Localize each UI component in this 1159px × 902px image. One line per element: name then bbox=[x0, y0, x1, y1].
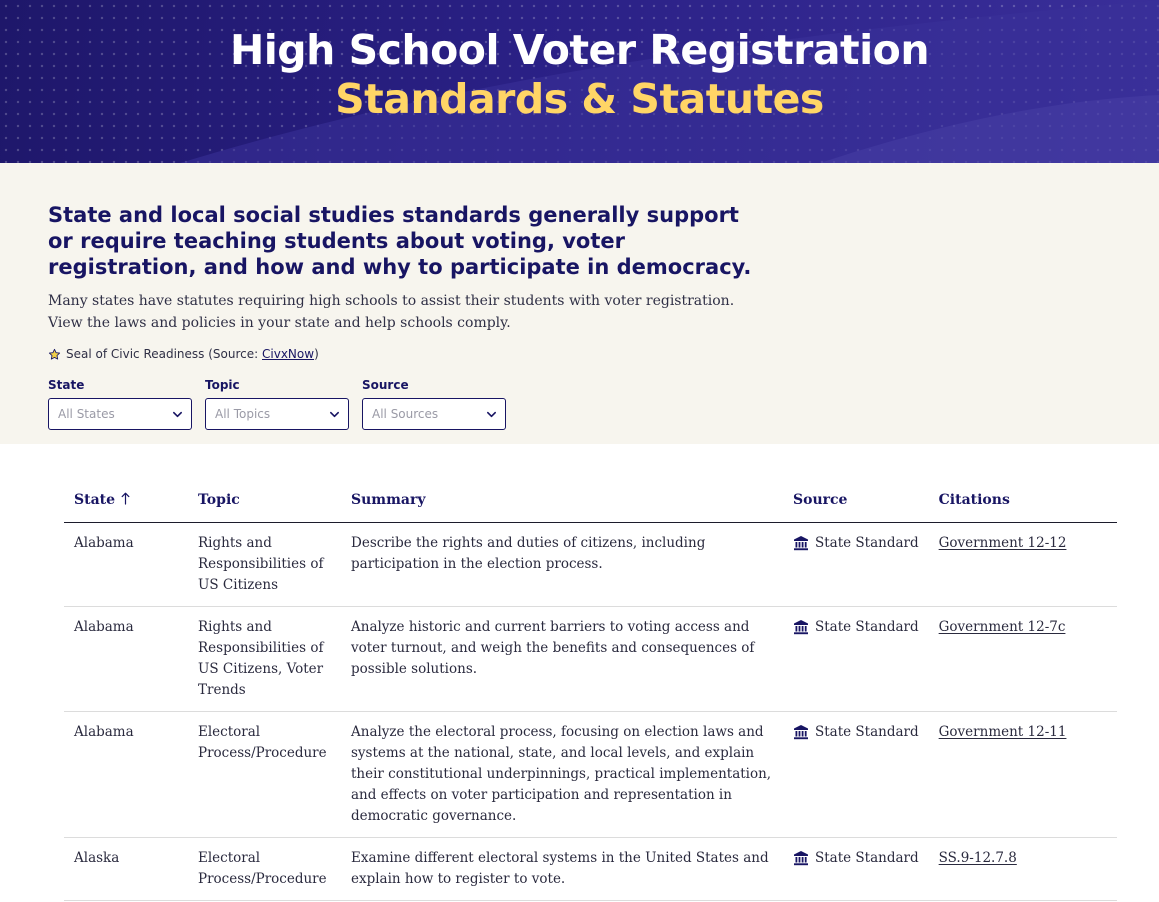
state-select[interactable] bbox=[48, 398, 192, 430]
cell-citation bbox=[929, 711, 1117, 837]
topic-select[interactable] bbox=[205, 398, 349, 430]
cell-topic: Rights and Responsibilities of US Citizens, Voter Trends bbox=[188, 606, 341, 711]
topic-select-value: All Topics bbox=[215, 407, 271, 421]
topic-filter bbox=[205, 378, 349, 430]
citation-link[interactable]: Government 12-7c bbox=[938, 618, 1066, 635]
page-title-line1: High School Voter Registration bbox=[229, 26, 930, 74]
government-building-icon bbox=[793, 619, 809, 635]
cell-citation bbox=[929, 522, 1117, 606]
cell-state: Alabama bbox=[64, 606, 188, 711]
cell-summary: Examine different electoral systems in the United States and explain how to register to vote. bbox=[341, 837, 783, 900]
column-header-topic[interactable]: Topic bbox=[188, 444, 341, 522]
seal-legend-prefix: Seal of Civic Readiness (Source: bbox=[66, 347, 262, 361]
state-filter bbox=[48, 378, 192, 430]
government-building-icon bbox=[793, 535, 809, 551]
cell-state: Alabama bbox=[64, 711, 188, 837]
cell-summary: Analyze historic and current barriers to voting access and voter turnout, and weigh the benefits and consequences of possible solutions. bbox=[341, 606, 783, 711]
seal-legend bbox=[48, 347, 1111, 361]
source-filter bbox=[362, 378, 506, 430]
government-building-icon bbox=[793, 724, 809, 740]
column-header-source[interactable]: Source bbox=[783, 444, 929, 522]
cell-source bbox=[783, 837, 929, 900]
cell-topic: Electoral Process/Procedure bbox=[188, 711, 341, 837]
source-label: State Standard bbox=[815, 849, 919, 866]
column-header-state[interactable] bbox=[64, 444, 188, 522]
column-header-summary[interactable]: Summary bbox=[341, 444, 783, 522]
topic-filter-label: Topic bbox=[205, 378, 240, 392]
chevron-down-icon bbox=[329, 409, 340, 420]
cell-summary: Describe the rights and duties of citizens, including participation in the election process. bbox=[341, 522, 783, 606]
state-filter-label: State bbox=[48, 378, 85, 392]
cell-citation bbox=[929, 606, 1117, 711]
cell-summary: Analyze the electoral process, focusing on election laws and systems at the national, state, and local levels, and explain their constitutional underpinnings, practical implementation, and effects on voter participation and representation in democratic governance. bbox=[341, 711, 783, 837]
table-row bbox=[64, 606, 1117, 711]
seal-legend-suffix: ) bbox=[314, 347, 319, 361]
hero-banner bbox=[0, 0, 1159, 163]
standards-table bbox=[64, 444, 1117, 901]
source-filter-label: Source bbox=[362, 378, 409, 392]
intro-description: Many states have statutes requiring high schools to assist their students with voter registration. View the laws and policies in your state and help schools comply. bbox=[48, 293, 735, 331]
source-select-value: All Sources bbox=[372, 407, 439, 421]
column-header-state-label: State bbox=[74, 492, 116, 508]
table-row bbox=[64, 711, 1117, 837]
citation-link[interactable]: SS.9-12.7.8 bbox=[938, 849, 1017, 866]
chevron-down-icon bbox=[172, 409, 183, 420]
cell-topic: Rights and Responsibilities of US Citizens bbox=[188, 522, 341, 606]
source-label: State Standard bbox=[815, 618, 919, 635]
star-icon bbox=[48, 348, 61, 361]
intro-heading: State and local social studies standards generally support or require teaching students about voting, voter registration, and how and why to participate in democracy. bbox=[48, 203, 752, 279]
table-row bbox=[64, 837, 1117, 900]
arrow-up-icon bbox=[121, 492, 130, 508]
cell-state: Alaska bbox=[64, 837, 188, 900]
chevron-down-icon bbox=[486, 409, 497, 420]
source-label: State Standard bbox=[815, 723, 919, 740]
intro-panel bbox=[0, 163, 1159, 444]
column-header-citations[interactable]: Citations bbox=[929, 444, 1117, 522]
citation-link[interactable]: Government 12-12 bbox=[938, 534, 1067, 551]
cell-source bbox=[783, 522, 929, 606]
table-header-row bbox=[64, 444, 1117, 522]
page-title-line2: Standards & Statutes bbox=[335, 75, 824, 123]
cell-source bbox=[783, 606, 929, 711]
source-label: State Standard bbox=[815, 534, 919, 551]
government-building-icon bbox=[793, 850, 809, 866]
standards-table-container bbox=[64, 444, 1117, 901]
source-select[interactable] bbox=[362, 398, 506, 430]
civxnow-link[interactable]: CivxNow bbox=[262, 347, 315, 361]
cell-state: Alabama bbox=[64, 522, 188, 606]
cell-source bbox=[783, 711, 929, 837]
citation-link[interactable]: Government 12-11 bbox=[938, 723, 1067, 740]
cell-topic: Electoral Process/Procedure bbox=[188, 837, 341, 900]
table-row bbox=[64, 522, 1117, 606]
state-select-value: All States bbox=[58, 407, 115, 421]
filter-bar bbox=[48, 378, 1111, 430]
cell-citation bbox=[929, 837, 1117, 900]
